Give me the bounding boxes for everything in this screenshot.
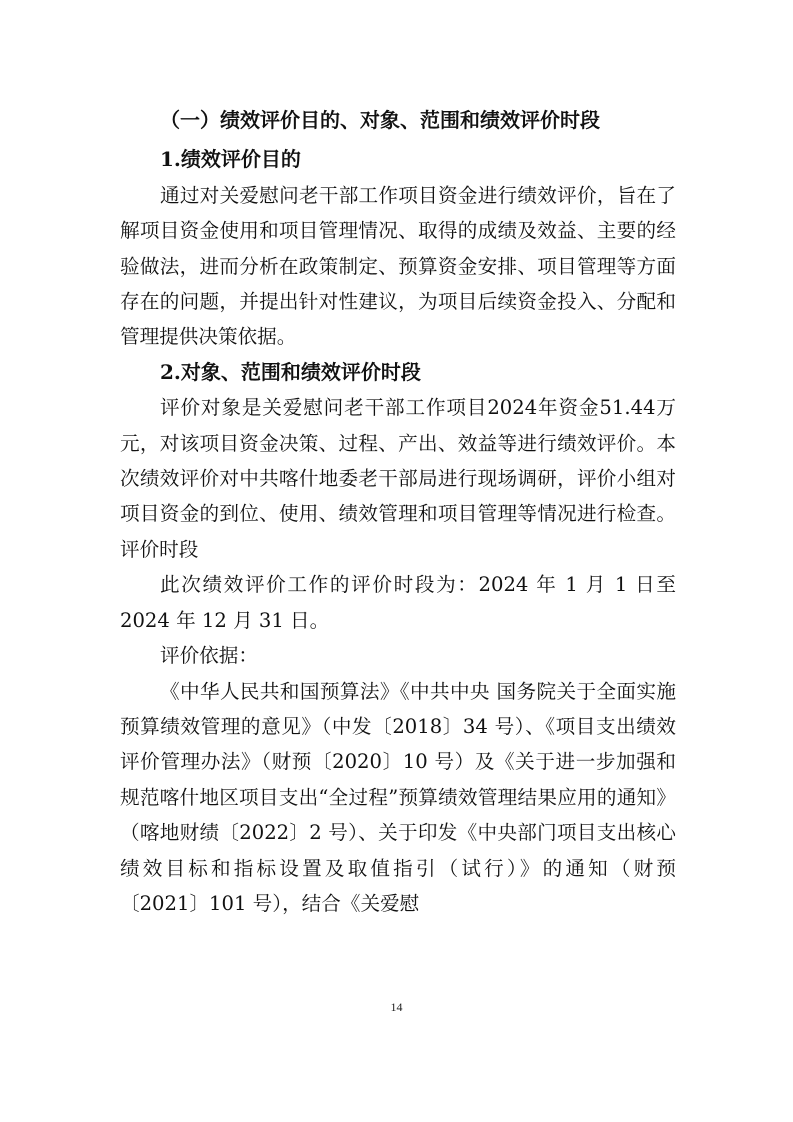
sub1-heading: 1.绩效评价目的 [160, 147, 301, 172]
section-heading: （一）绩效评价目的、对象、范围和绩效评价时段 [160, 108, 600, 132]
sub1-paragraph: 通过对关爱慰问老干部工作项目资金进行绩效评价，旨在了解项目资金使用和项目管理情况、取得的成绩及效益、主要的经验做法，进而分析在政策制定、预算资金安排、项目管理等方面存在的问题，并提出针对性建议，为项目后续资金投入、分配和管理提供决策依据。 [120, 183, 676, 349]
sub2-heading: 2.对象、范围和绩效评价时段 [160, 359, 421, 384]
document-body [120, 103, 676, 921]
period-paragraph: 此次绩效评价工作的评价时段为：2024 年 1 月 1 日至 2024 年 12 月 31 日。 [120, 573, 676, 632]
page-number: 14 [390, 1000, 403, 1014]
basis-paragraph: 《中华人民共和国预算法》《中共中央 国务院关于全面实施预算绩效管理的意见》（中发〔2018〕34 号）、《项目支出绩效评价管理办法》（财预〔2020〕10 号）及《关于进一步加强和规范喀什地区项目支出“全过程”预算绩效管理结果应用的通知》（喀地财绩〔2022〕2 号）、关于印发《中央部门项目支出核心绩效目标和指标设置及取值指引（试行）》的通知（财预〔2021〕101 号），结合《关爱慰 [120, 679, 676, 915]
sub2-paragraph: 评价对象是关爱慰问老干部工作项目2024年资金51.44万元，对该项目资金决策、过程、产出、效益等进行绩效评价。本次绩效评价对中共喀什地委老干部局进行现场调研，评价小组对项目资金的到位、使用、绩效管理和项目管理等情况进行检查。评价时段 [120, 396, 676, 561]
basis-label: 评价依据： [160, 644, 258, 668]
